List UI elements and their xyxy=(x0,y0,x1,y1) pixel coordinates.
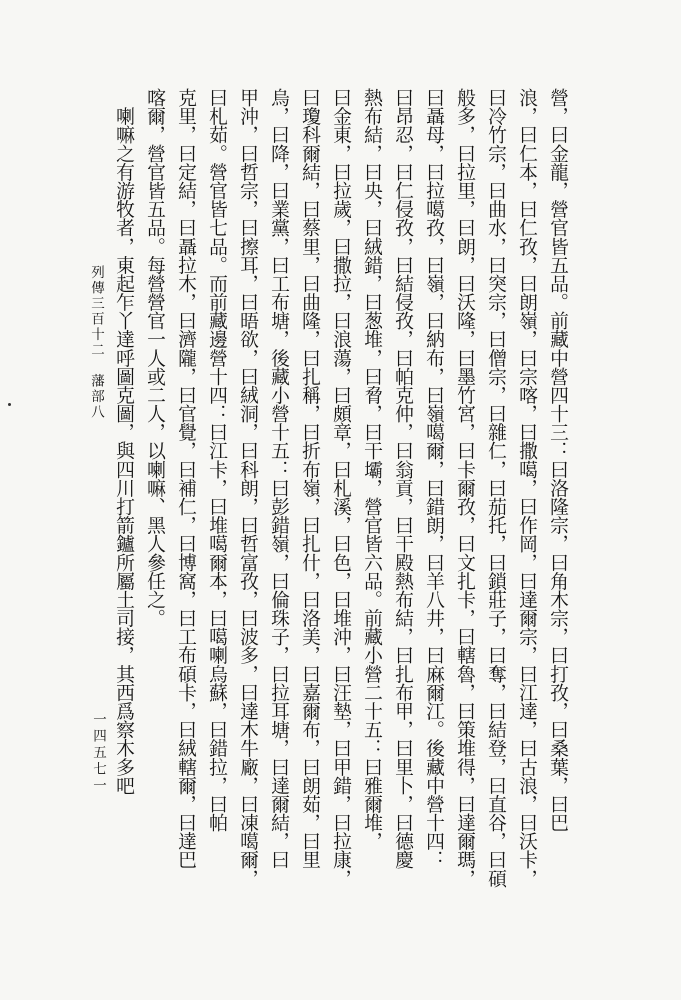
text-column-8: 曰金東，曰拉歲，曰撒拉，曰浪蕩，曰頗章，曰札溪，曰色，曰堆沖，曰汪墊，曰甲錯，曰拉康， xyxy=(330,88,351,888)
text-column-4: 般多，曰拉里，曰朗，曰沃隆，曰墨竹宮，曰卡爾孜，曰文扎卡，曰轄魯，曰策堆得，曰達爾瑪， xyxy=(454,88,475,888)
text-column-14: 喀爾，營官皆五品。每營營官一人或二人，以喇嘛、黑人參任之。 xyxy=(144,88,165,628)
text-column-3: 曰冷竹宗，曰曲水，曰突宗，曰僧宗，曰雜仁，曰茄托，曰鎖莊子，曰奪，曰結登，曰直谷，曰碩 xyxy=(485,88,506,888)
text-column-2: 浪，曰仁本，曰仁孜，曰朗嶺，曰宗喀，曰撒噶，曰作岡，曰達爾宗，曰江達，曰古浪，曰沃卡， xyxy=(516,88,537,888)
text-column-6: 曰昂忍，曰仁侵孜，曰結侵孜，曰帕克仲，曰翁貢，曰干殿熱布結，曰扎布甲，曰里卜，曰德慶 xyxy=(392,88,413,869)
text-column-15: 喇嘛之有游牧者，東起乍丫達呼圖克圖，與四川打箭鑪所屬土司接，其西爲察木多吧 xyxy=(113,88,134,795)
text-column-7: 熱布結，曰央，曰絨錯，曰葱堆，曰脅，曰干壩，營官皆六品。前藏小營二十五：曰雅爾堆， xyxy=(361,88,382,851)
text-column-13: 克里，曰定結，曰聶拉木，曰濟隴，曰官覺，曰補仁，曰博窩，曰工布碩卡，曰絨轄爾，曰達巴 xyxy=(175,88,196,869)
text-column-5: 曰聶母，曰拉噶孜，曰嶺，曰納布，曰嶺噶爾，曰錯朗，曰羊八井，曰麻爾江。後藏中營十四： xyxy=(423,88,444,869)
margin-speck xyxy=(8,403,11,406)
text-column-12: 曰札茹。營官皆七品。而前藏邊營十四：曰江卡，曰堆噶爾本，曰噶喇烏蘇，曰錯拉，曰帕 xyxy=(206,88,227,832)
text-column-1: 營，曰金龍，營官皆五品。前藏中營四十三：曰洛隆宗，曰角木宗，曰打孜，曰桑葉，曰巴 xyxy=(547,88,568,832)
text-column-9: 曰瓊科爾結，曰蔡里，曰曲隆，曰扎稱，曰折布嶺，曰扎什，曰洛美，曰嘉爾布，曰朗茹，曰里 xyxy=(299,88,320,869)
page-number: 一四五七一 xyxy=(90,712,106,795)
running-header: 列傳三百十二 藩部八 xyxy=(88,265,104,420)
text-column-10: 烏，曰降，曰業黨，曰工布塘，後藏小營十五：曰彭錯嶺，曰倫珠子，曰拉耳塘，曰達爾結，曰 xyxy=(268,88,289,869)
text-column-11: 甲沖，曰哲宗，曰擦耳，曰晤欲，曰絨洞，曰科朗，曰哲富孜，曰波多，曰達木牛廠，曰凍噶爾， xyxy=(237,88,258,888)
